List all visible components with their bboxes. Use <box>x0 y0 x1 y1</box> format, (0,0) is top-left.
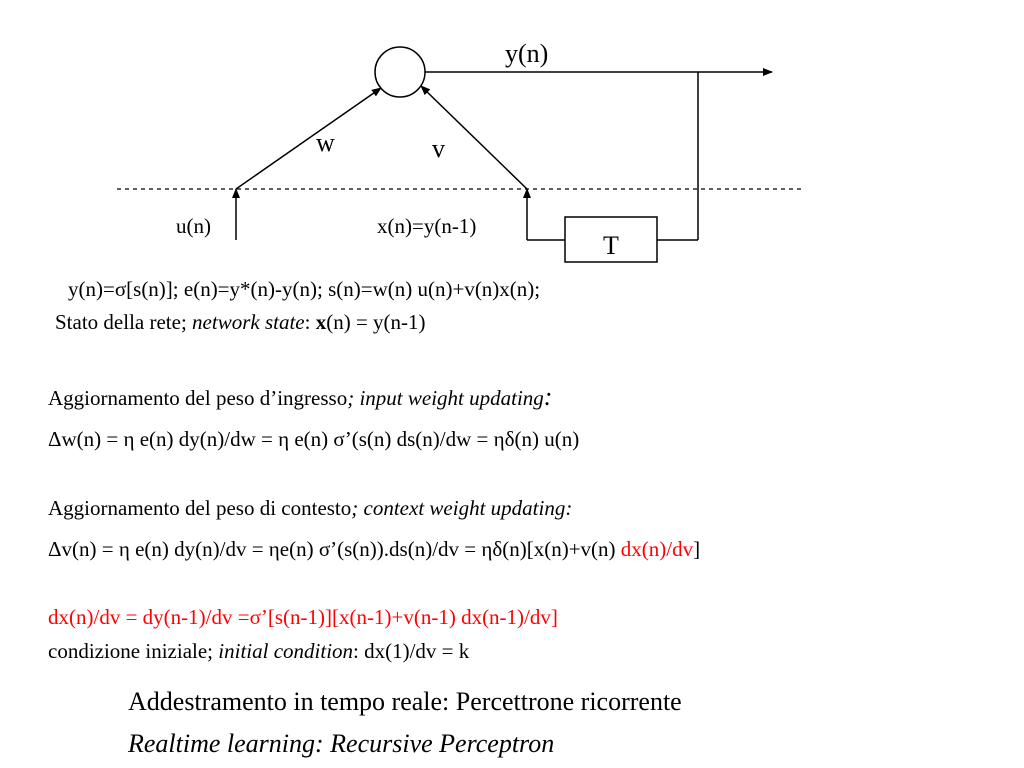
context-update-formula <box>48 536 700 562</box>
recursion-formula: dx(n)/dv = dy(n-1)/dv =σ’[s(n-1)][x(n-1)+v(n-1) dx(n-1)/dv] <box>48 605 558 629</box>
input-update-heading-colon: : <box>543 382 553 411</box>
context-update-heading <box>48 495 572 521</box>
recurrent-perceptron-diagram <box>0 0 1024 300</box>
network-state-line <box>55 309 426 335</box>
input-update-heading-text: Aggiornamento del peso d’ingresso <box>48 386 348 410</box>
input-update-heading-italic: ; input weight updating <box>347 386 544 410</box>
input-x-label: x(n)=y(n-1) <box>377 214 477 238</box>
network-state-italic: network state <box>192 310 305 334</box>
initial-condition-italic: initial condition <box>218 639 354 663</box>
context-update-formula-end: ] <box>693 537 701 561</box>
network-state-prefix: Stato della rete; <box>55 310 193 334</box>
context-update-formula-red: dx(n)/dv <box>620 537 694 561</box>
weight-w-label: w <box>316 128 335 157</box>
network-state-suffix: (n) = y(n-1) <box>326 310 426 334</box>
input-update-formula: Δw(n) = η e(n) dy(n)/dw = η e(n) σ’(s(n) ds(n)/dw = ηδ(n) u(n) <box>48 427 580 451</box>
slide-title-english: Realtime learning: Recursive Perceptron <box>128 729 555 758</box>
weight-w-arrow <box>236 88 381 189</box>
weight-v-label: v <box>432 134 445 163</box>
neuron-node <box>375 47 425 97</box>
context-update-heading-text: Aggiornamento del peso di contesto <box>48 496 352 520</box>
input-u-label: u(n) <box>176 214 211 238</box>
output-label: y(n) <box>505 39 549 68</box>
input-update-heading <box>48 384 552 411</box>
initial-condition-prefix: condizione iniziale; <box>48 639 219 663</box>
model-equations: y(n)=σ[s(n)]; e(n)=y*(n)-y(n); s(n)=w(n) u(n)+v(n)x(n); <box>68 277 541 301</box>
initial-condition-suffix: : dx(1)/dv = k <box>353 639 470 663</box>
network-state-bold-x: x <box>315 310 327 334</box>
context-update-heading-italic: ; context weight updating: <box>351 496 573 520</box>
context-update-formula-black: Δv(n) = η e(n) dy(n)/dv = ηe(n) σ’(s(n)).ds(n)/dv = ηδ(n)[x(n)+v(n) <box>48 537 621 561</box>
initial-condition <box>48 638 469 664</box>
slide-title-italian: Addestramento in tempo reale: Percettrone ricorrente <box>128 687 682 716</box>
network-state-colon: : <box>304 310 316 334</box>
delay-label: T <box>603 231 619 260</box>
